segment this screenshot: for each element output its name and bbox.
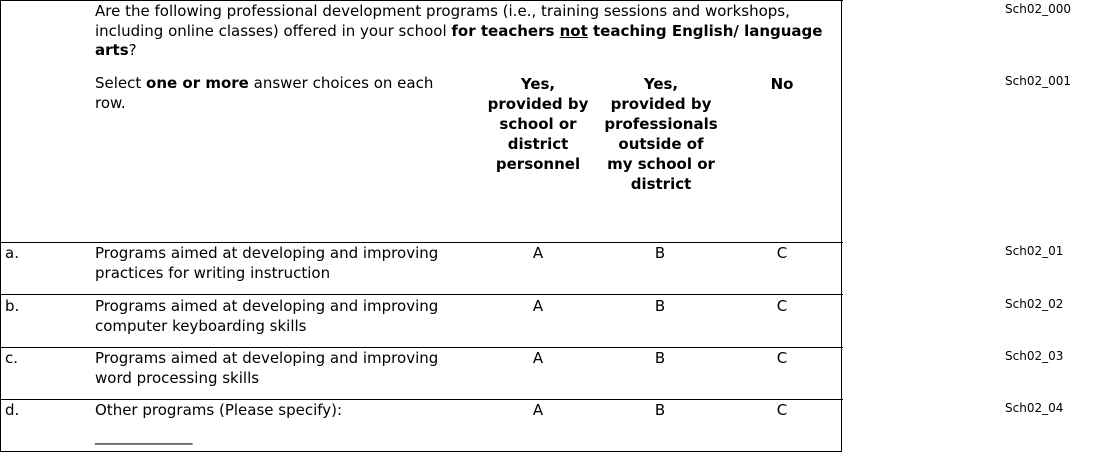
column-header-line: provided by [487, 95, 589, 113]
instruction-suffix: answer choices on each row. [95, 74, 434, 112]
row-divider [1, 399, 843, 400]
question-text [95, 2, 825, 61]
variable-code: Sch02_02 [1005, 297, 1064, 311]
question-text-bold: for teachers [451, 21, 560, 40]
column-header-line: professionals [604, 115, 718, 133]
row-label-line: Programs aimed at developing and improving [95, 244, 439, 262]
row-letter: a. [5, 244, 19, 262]
question-mark: ? [128, 41, 137, 59]
row-letter: b. [5, 297, 20, 315]
row-divider [1, 294, 843, 295]
variable-code: Sch02_03 [1005, 349, 1064, 363]
column-header-line: outside of [618, 135, 704, 153]
row-divider [1, 242, 843, 243]
variable-code: Sch02_01 [1005, 244, 1064, 258]
instruction-bold: one or more [146, 74, 249, 92]
answer-option-c[interactable]: C [776, 401, 788, 419]
variable-code: Sch02_04 [1005, 401, 1064, 415]
row-label-line: practices for writing instruction [95, 263, 331, 282]
row-label [95, 349, 475, 388]
column-header-line: school or [499, 115, 577, 133]
column-header-no [741, 74, 823, 94]
specify-blank[interactable]: _____________ [95, 426, 193, 445]
answer-option-a[interactable]: A [532, 349, 544, 367]
answer-option-b[interactable]: B [654, 349, 666, 367]
question-text-emphasis: not [559, 21, 588, 40]
row-divider [1, 347, 843, 348]
row-label-line: word processing skills [95, 368, 260, 387]
answer-option-c[interactable]: C [776, 244, 788, 262]
column-header-line: Yes, [643, 75, 679, 93]
row-letter: d. [5, 401, 20, 419]
row-label-line: computer keyboarding skills [95, 316, 307, 335]
column-header-line: No [770, 75, 794, 93]
answer-option-b[interactable]: B [654, 244, 666, 262]
question-text-bold-end: teaching English/ language arts [95, 21, 823, 59]
column-header-line: personnel [495, 155, 581, 173]
question-text-plain: Are the following professional development programs (i.e., training sessions and workshops, including online classes) offered in your school [95, 2, 790, 40]
row-label-line: Other programs (Please specify): [95, 401, 343, 419]
row-label-line: Programs aimed at developing and improving [95, 297, 439, 315]
column-header-line: district [630, 175, 692, 193]
row-label [95, 244, 475, 283]
column-header-yes-outside [599, 74, 723, 194]
answer-option-a[interactable]: A [532, 244, 544, 262]
row-label [95, 401, 475, 446]
instruction-text [95, 74, 465, 113]
answer-option-c[interactable]: C [776, 297, 788, 315]
answer-option-a[interactable]: A [532, 401, 544, 419]
column-header-yes-school [483, 74, 593, 174]
row-letter: c. [5, 349, 19, 367]
answer-option-c[interactable]: C [776, 349, 788, 367]
column-header-line: Yes, [520, 75, 556, 93]
column-header-line: my school or [607, 155, 715, 173]
row-label [95, 297, 475, 336]
answer-option-b[interactable]: B [654, 401, 666, 419]
answer-option-b[interactable]: B [654, 297, 666, 315]
instruction-prefix: Select [95, 74, 147, 92]
table-top-border [1, 0, 843, 1]
row-label-line: Programs aimed at developing and improving [95, 349, 439, 367]
column-header-line: provided by [610, 95, 712, 113]
column-header-line: district [507, 135, 569, 153]
variable-code: Sch02_001 [1005, 74, 1071, 88]
answer-option-a[interactable]: A [532, 297, 544, 315]
variable-code: Sch02_000 [1005, 2, 1071, 16]
